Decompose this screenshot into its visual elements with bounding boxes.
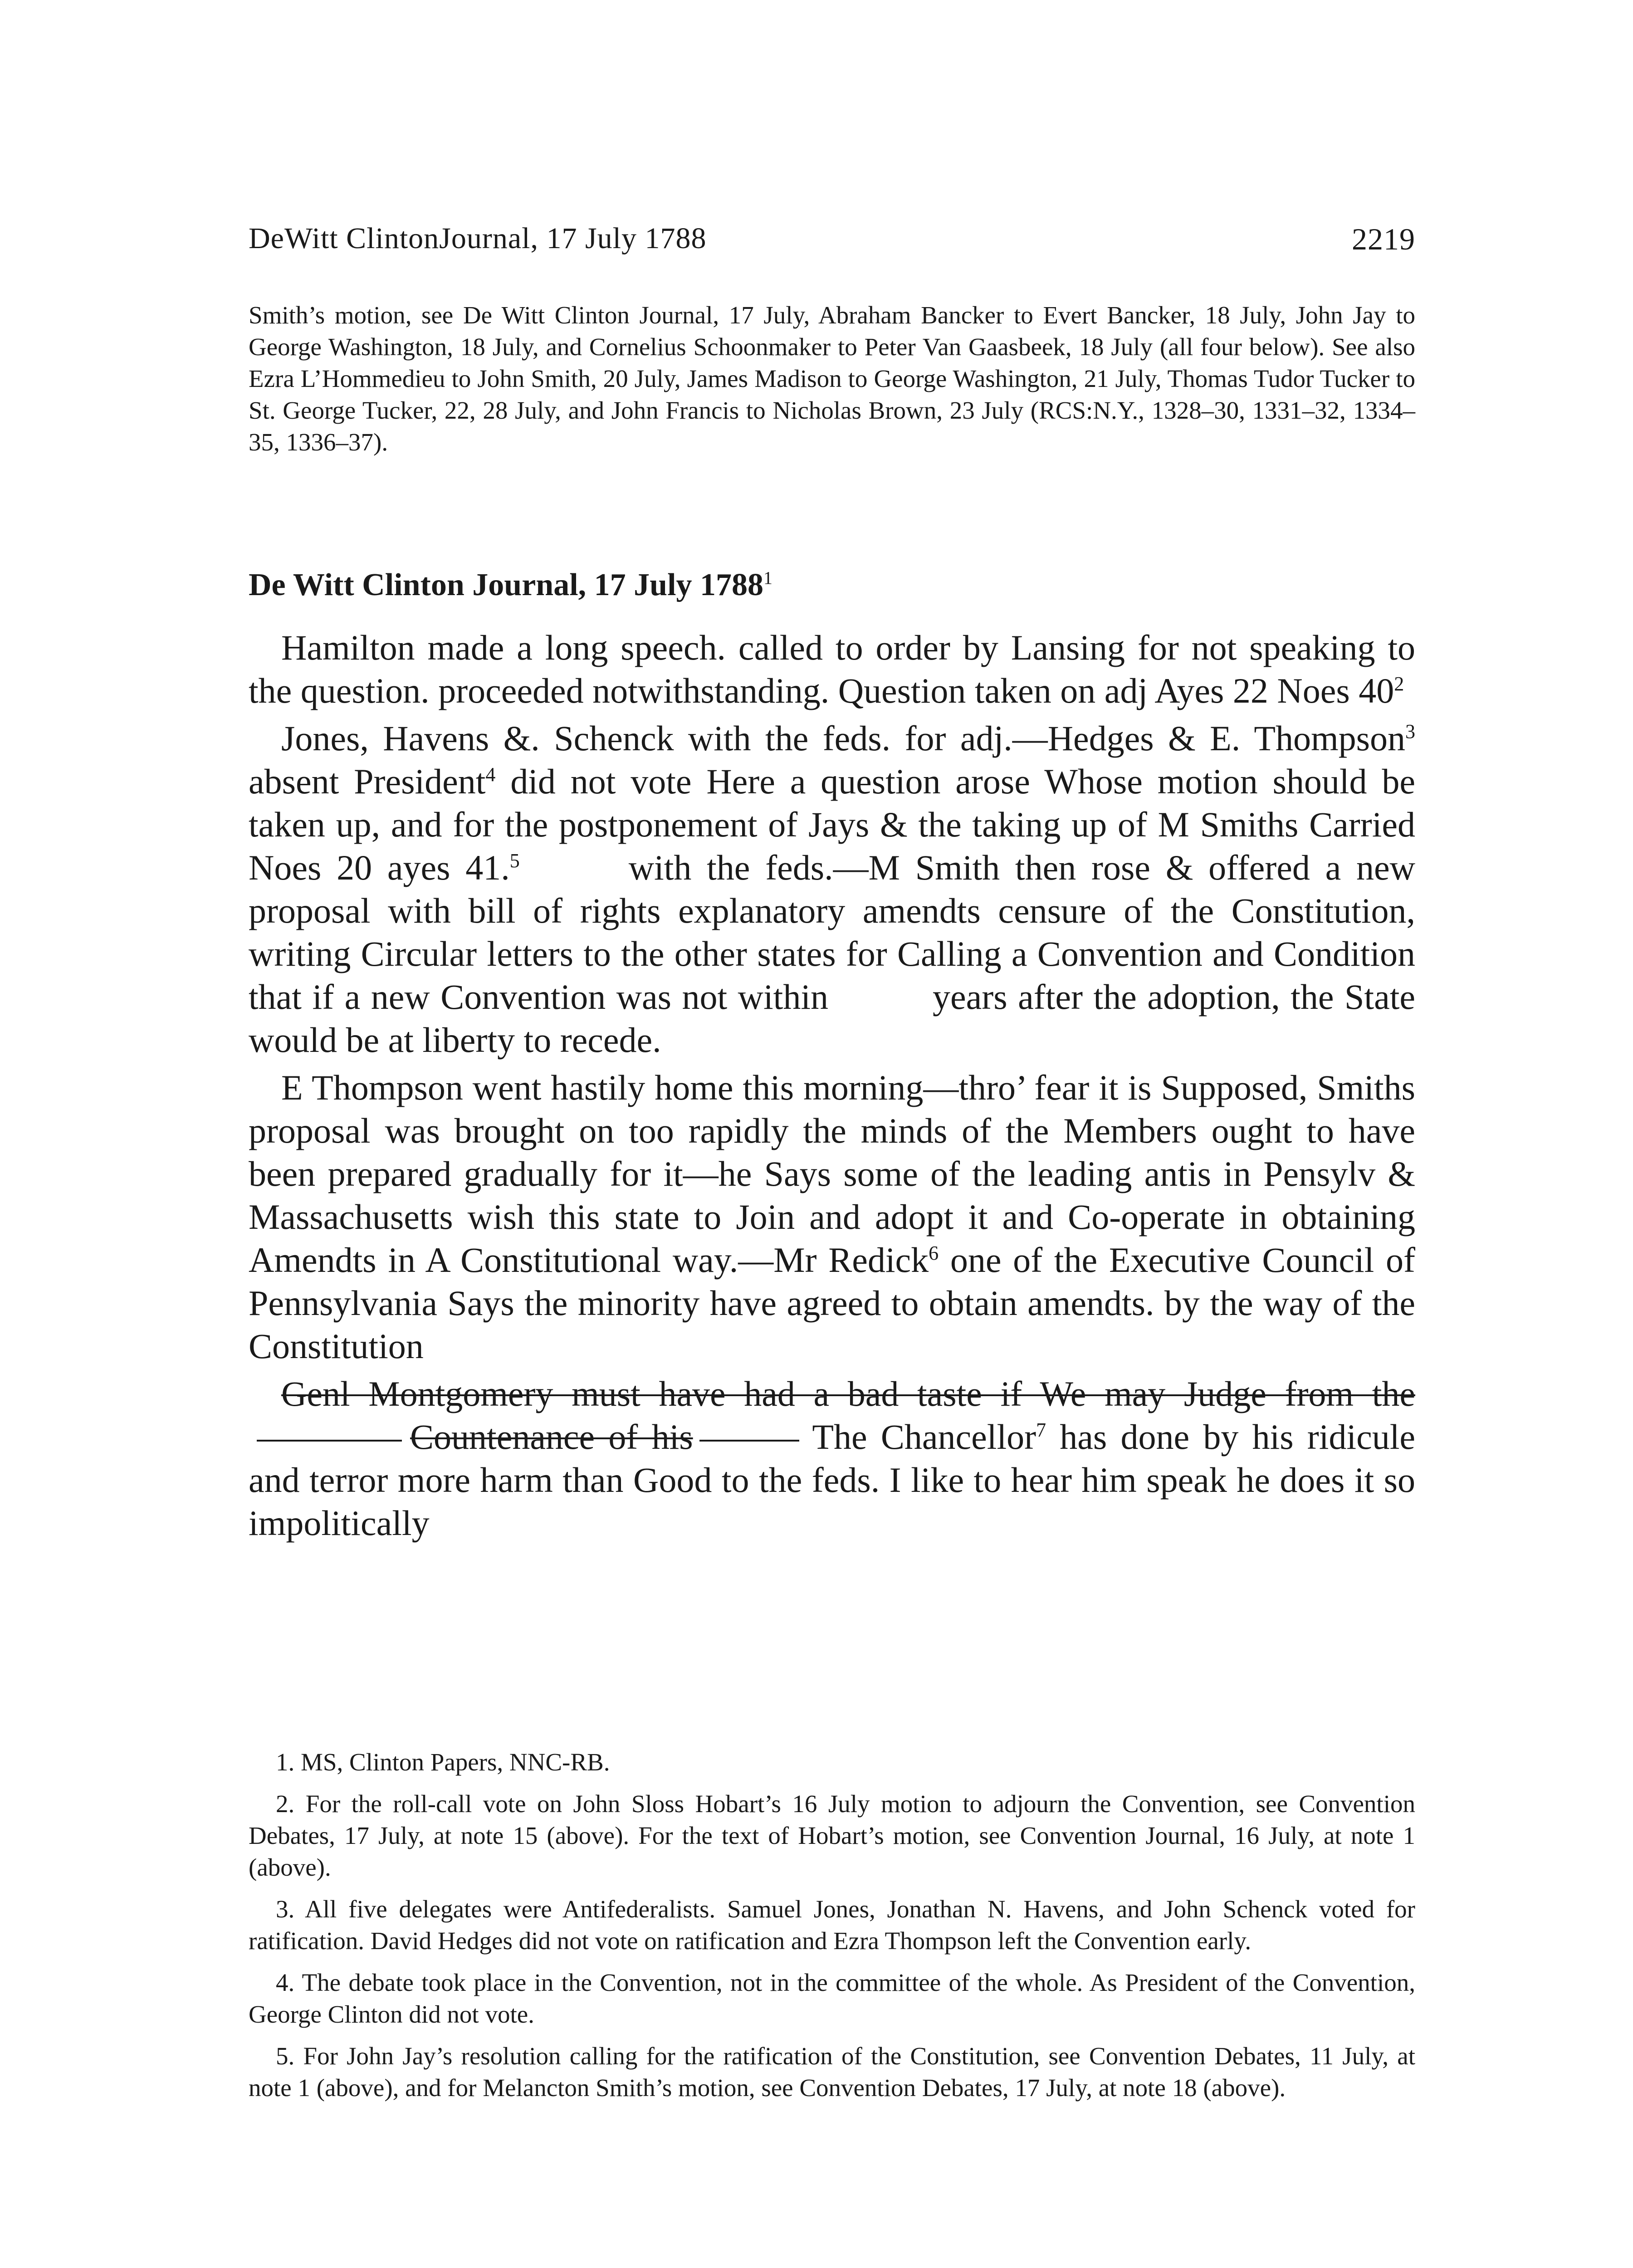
footnote-3: 3. All five delegates were Antifederalists. Samuel Jones, Jonathan N. Havens, and John Schenck voted for ratification. David Hedges did not vote on ratification and Ezra Thompson left the Convention early. [249, 1895, 1415, 1955]
running-head-title: DeWitt ClintonJournal, 17 July 1788 [249, 222, 707, 255]
journal-paragraph-4 [249, 1372, 1415, 1545]
paragraph-1-text: Hamilton made a long speech. called to order by Lansing for not speaking to the question. proceeded notwithstanding. Question taken on adj Ayes 22 Noes 40 [249, 628, 1415, 710]
footnote-5: 5. For John Jay’s resolution calling for the ratification of the Constitution, see Convention Debates, 11 July, at note 1 (above), and for Melancton Smith’s motion, see Convention Debates, 17 July, at note 18 (above). [249, 2042, 1415, 2102]
paragraph-2-text-b: absent President [249, 762, 486, 801]
page-number: 2219 [1352, 222, 1415, 256]
note-ref-4: 4 [485, 763, 496, 786]
paragraph-4-text-b: has done by his ridicule and terror more harm than Good to the feds. I like to hear him speak he does it so impolitically [249, 1417, 1415, 1543]
carryover-footnote: Smith’s motion, see De Witt Clinton Journal, 17 July, Abraham Bancker to Evert Bancker, 18 July, John Jay to George Washington, 18 July, and Cornelius Schoonmaker to Peter Van Gaasbeek, 18 July (all four below). See also Ezra L’Hommedieu to John Smith, 20 July, James Madison to George Washington, 21 July, Thomas Tudor Tucker to St. George Tucker, 22, 28 July, and John Francis to Nicholas Brown, 23 July (RCS:N.Y., 1328–30, 1331–32, 1334–35, 1336–37). [249, 301, 1415, 456]
paragraph-4-text-a: The Chancellor [799, 1417, 1037, 1457]
journal-body [249, 626, 1415, 1545]
struck-blank-rule [257, 1440, 402, 1442]
note-ref-7: 7 [1036, 1419, 1046, 1441]
footnote-1: 1. MS, Clinton Papers, NNC-RB. [276, 1748, 610, 1776]
note-ref-6: 6 [929, 1242, 939, 1264]
paragraph-2-text-a: Jones, Havens &. Schenck with the feds. for adj.—Hedges & E. Thompson [281, 719, 1405, 758]
paragraph-3-text-b: one of the Executive Council of Pennsylvania Says the minority have agreed to obtain amendts. by the way of the Constitution [249, 1240, 1416, 1366]
footnotes [249, 1746, 1415, 2114]
document-heading-text: De Witt Clinton Journal, 17 July 1788 [249, 567, 764, 602]
note-ref-2: 2 [1394, 673, 1404, 695]
note-ref-5: 5 [509, 850, 520, 872]
struck-text-b: Countenance of his [410, 1417, 693, 1457]
paragraph-2-text-e: years after the adoption, the State would be at liberty to recede. [249, 977, 1415, 1060]
struck-text-a: Genl Montgomery must have had a bad taste if We may Judge from the [281, 1374, 1415, 1413]
running-head [249, 221, 1415, 271]
paragraph-2-text-c: did not vote Here a question arose Whose motion should be taken up, and for the postponement of Jays & the taking up of M Smiths Carried Noes 20 ayes 41. [249, 762, 1415, 887]
journal-paragraph-3 [249, 1066, 1415, 1368]
footnote-4: 4. The debate took place in the Convention, not in the committee of the whole. As President of the Convention, George Clinton did not vote. [249, 1969, 1415, 2028]
paragraph-3-text-a: E Thompson went hastily home this morning—thro’ fear it is Supposed, Smiths proposal was brought on too rapidly the minds of the Members ought to have been prepared gradually for it—he Says some of the leading antis in Pensylv & Massachusetts wish this state to Join and adopt it and Co-operate in obtaining Amendts in A Constitutional way.—Mr Redick [249, 1068, 1415, 1280]
journal-paragraph-2 [249, 717, 1415, 1061]
footnote-2: 2. For the roll-call vote on John Sloss Hobart’s 16 July motion to adjourn the Convention, see Convention Debates, 17 July, at note 15 (above). For the text of Hobart’s motion, see Convention Journal, 16 July, at note 1 (above). [249, 1790, 1415, 1881]
paragraph-2-text-d: with the feds.—M Smith then rose & offered a new proposal with bill of rights explanatory amendts censure of the Constitution, writing Circular letters to the other states for Calling a Convention and Condition that if a new Convention was not within [249, 848, 1415, 1017]
document-heading [249, 565, 1415, 606]
note-ref-3: 3 [1405, 720, 1415, 743]
journal-paragraph-1 [249, 626, 1415, 712]
heading-note-ref: 1 [763, 567, 773, 588]
struck-blank-rule [699, 1440, 799, 1442]
